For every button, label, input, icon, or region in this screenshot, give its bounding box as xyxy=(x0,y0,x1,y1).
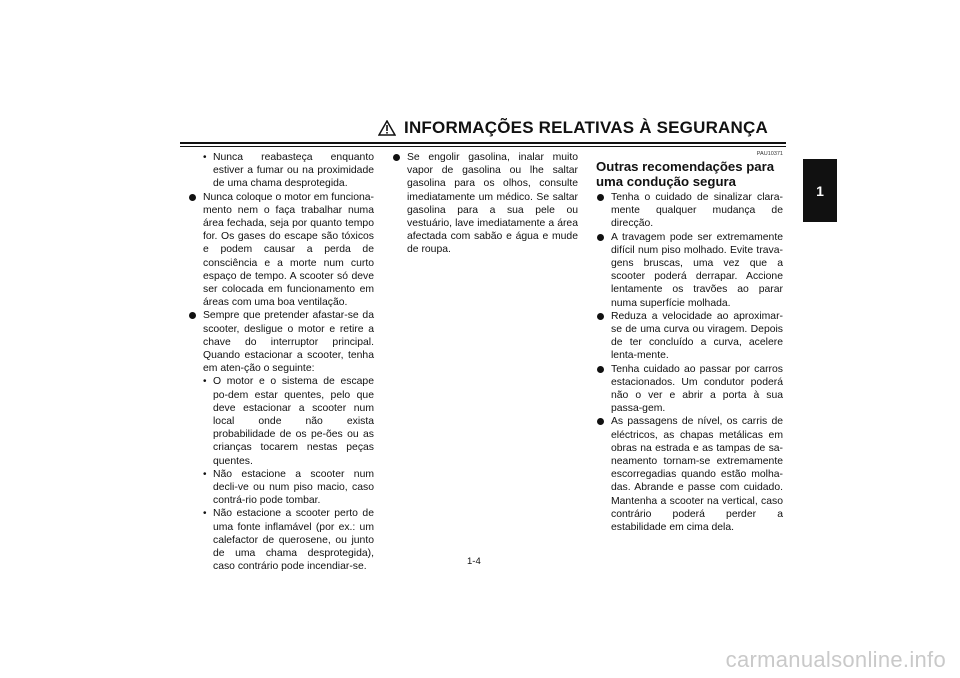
list-item: Sempre que pretender afastar-se da scooter, desligue o motor e retire a chave do interruptor principal. Quando estacionar a scooter, tenha em aten-ção o seguinte: xyxy=(188,309,374,375)
list-item: A travagem pode ser extremamente difícil num piso molhado. Evite trava-gens bruscas, uma vez que a scooter poderá derrapar. Accione lentamente os travões ao parar numa superfície molhada. xyxy=(596,231,783,310)
list-subitem: • Não estacione a scooter num decli-ve ou num piso macio, caso contrá-rio pode tombar. xyxy=(188,468,374,508)
page-title: INFORMAÇÕES RELATIVAS À SEGURANÇA xyxy=(404,118,768,137)
header-rule-thin xyxy=(180,146,786,147)
chapter-tab xyxy=(803,159,837,222)
chapter-tab-label: 1 xyxy=(816,182,824,199)
list-item: Tenha o cuidado de sinalizar clara-mente qualquer mudança de direcção. xyxy=(596,191,783,231)
page-number: 1-4 xyxy=(467,556,481,567)
list-subitem: • O motor e o sistema de escape po-dem estar quentes, pelo que deve estacionar a scooter num local onde não exista probabilidade de os pe-ões ou as crianças tocarem nestas peças quentes. xyxy=(188,375,374,467)
header-rule xyxy=(180,142,786,144)
section-heading: Outras recomendações para uma condução segura xyxy=(596,159,775,189)
page-header xyxy=(360,116,786,140)
column-1 xyxy=(188,151,374,574)
footer-watermark: carmanualsonline.info xyxy=(725,647,946,672)
column-2 xyxy=(392,151,578,257)
section-code: PAU10371 xyxy=(756,151,783,157)
list-subitem: • Nunca reabasteça enquanto estiver a fumar ou na proximidade de uma chama desprotegida. xyxy=(188,151,374,191)
list-item: Se engolir gasolina, inalar muito vapor de gasolina ou lhe saltar gasolina para os olhos, consulte imediatamente um médico. Se saltar gasolina para a sua pele ou vestuário, lave imediatamente a área afectada com sabão e água e mude de roupa. xyxy=(392,151,578,257)
list-item: Tenha cuidado ao passar por carros estacionados. Um condutor poderá não o ver e abrir a porta à sua passa-gem. xyxy=(596,363,783,416)
list-item: As passagens de nível, os carris de eléctricos, as chapas metálicas em obras na estrada e as tampas de sa-neamento tornam-se extremamente escorregadias quando estão molha-das. Abrande e passe com cuidado. Mantenha a scooter na vertical, caso contrário poderá perder a estabilidade em cima dela. xyxy=(596,415,783,534)
warning-triangle-icon xyxy=(378,120,396,136)
list-subitem: • Não estacione a scooter perto de uma fonte inflamável (por ex.: um calefactor de querosene, ou junto de uma chama desprotegida), caso contrário pode incendiar-se. xyxy=(188,507,374,573)
column-3 xyxy=(596,151,783,534)
list-item: Reduza a velocidade ao aproximar-se de uma curva ou viragem. Depois de ter concluído a curva, acelere lenta-mente. xyxy=(596,310,783,363)
list-item: Nunca coloque o motor em funciona-mento nem o faça trabalhar numa área fechada, seja por quanto tempo for. Os gases do escape são tóxicos e podem causar a perda de consciência e a morte num curto espaço de tempo. A scooter só deve ser colocada em funcionamento em áreas com uma boa ventilação. xyxy=(188,191,374,310)
